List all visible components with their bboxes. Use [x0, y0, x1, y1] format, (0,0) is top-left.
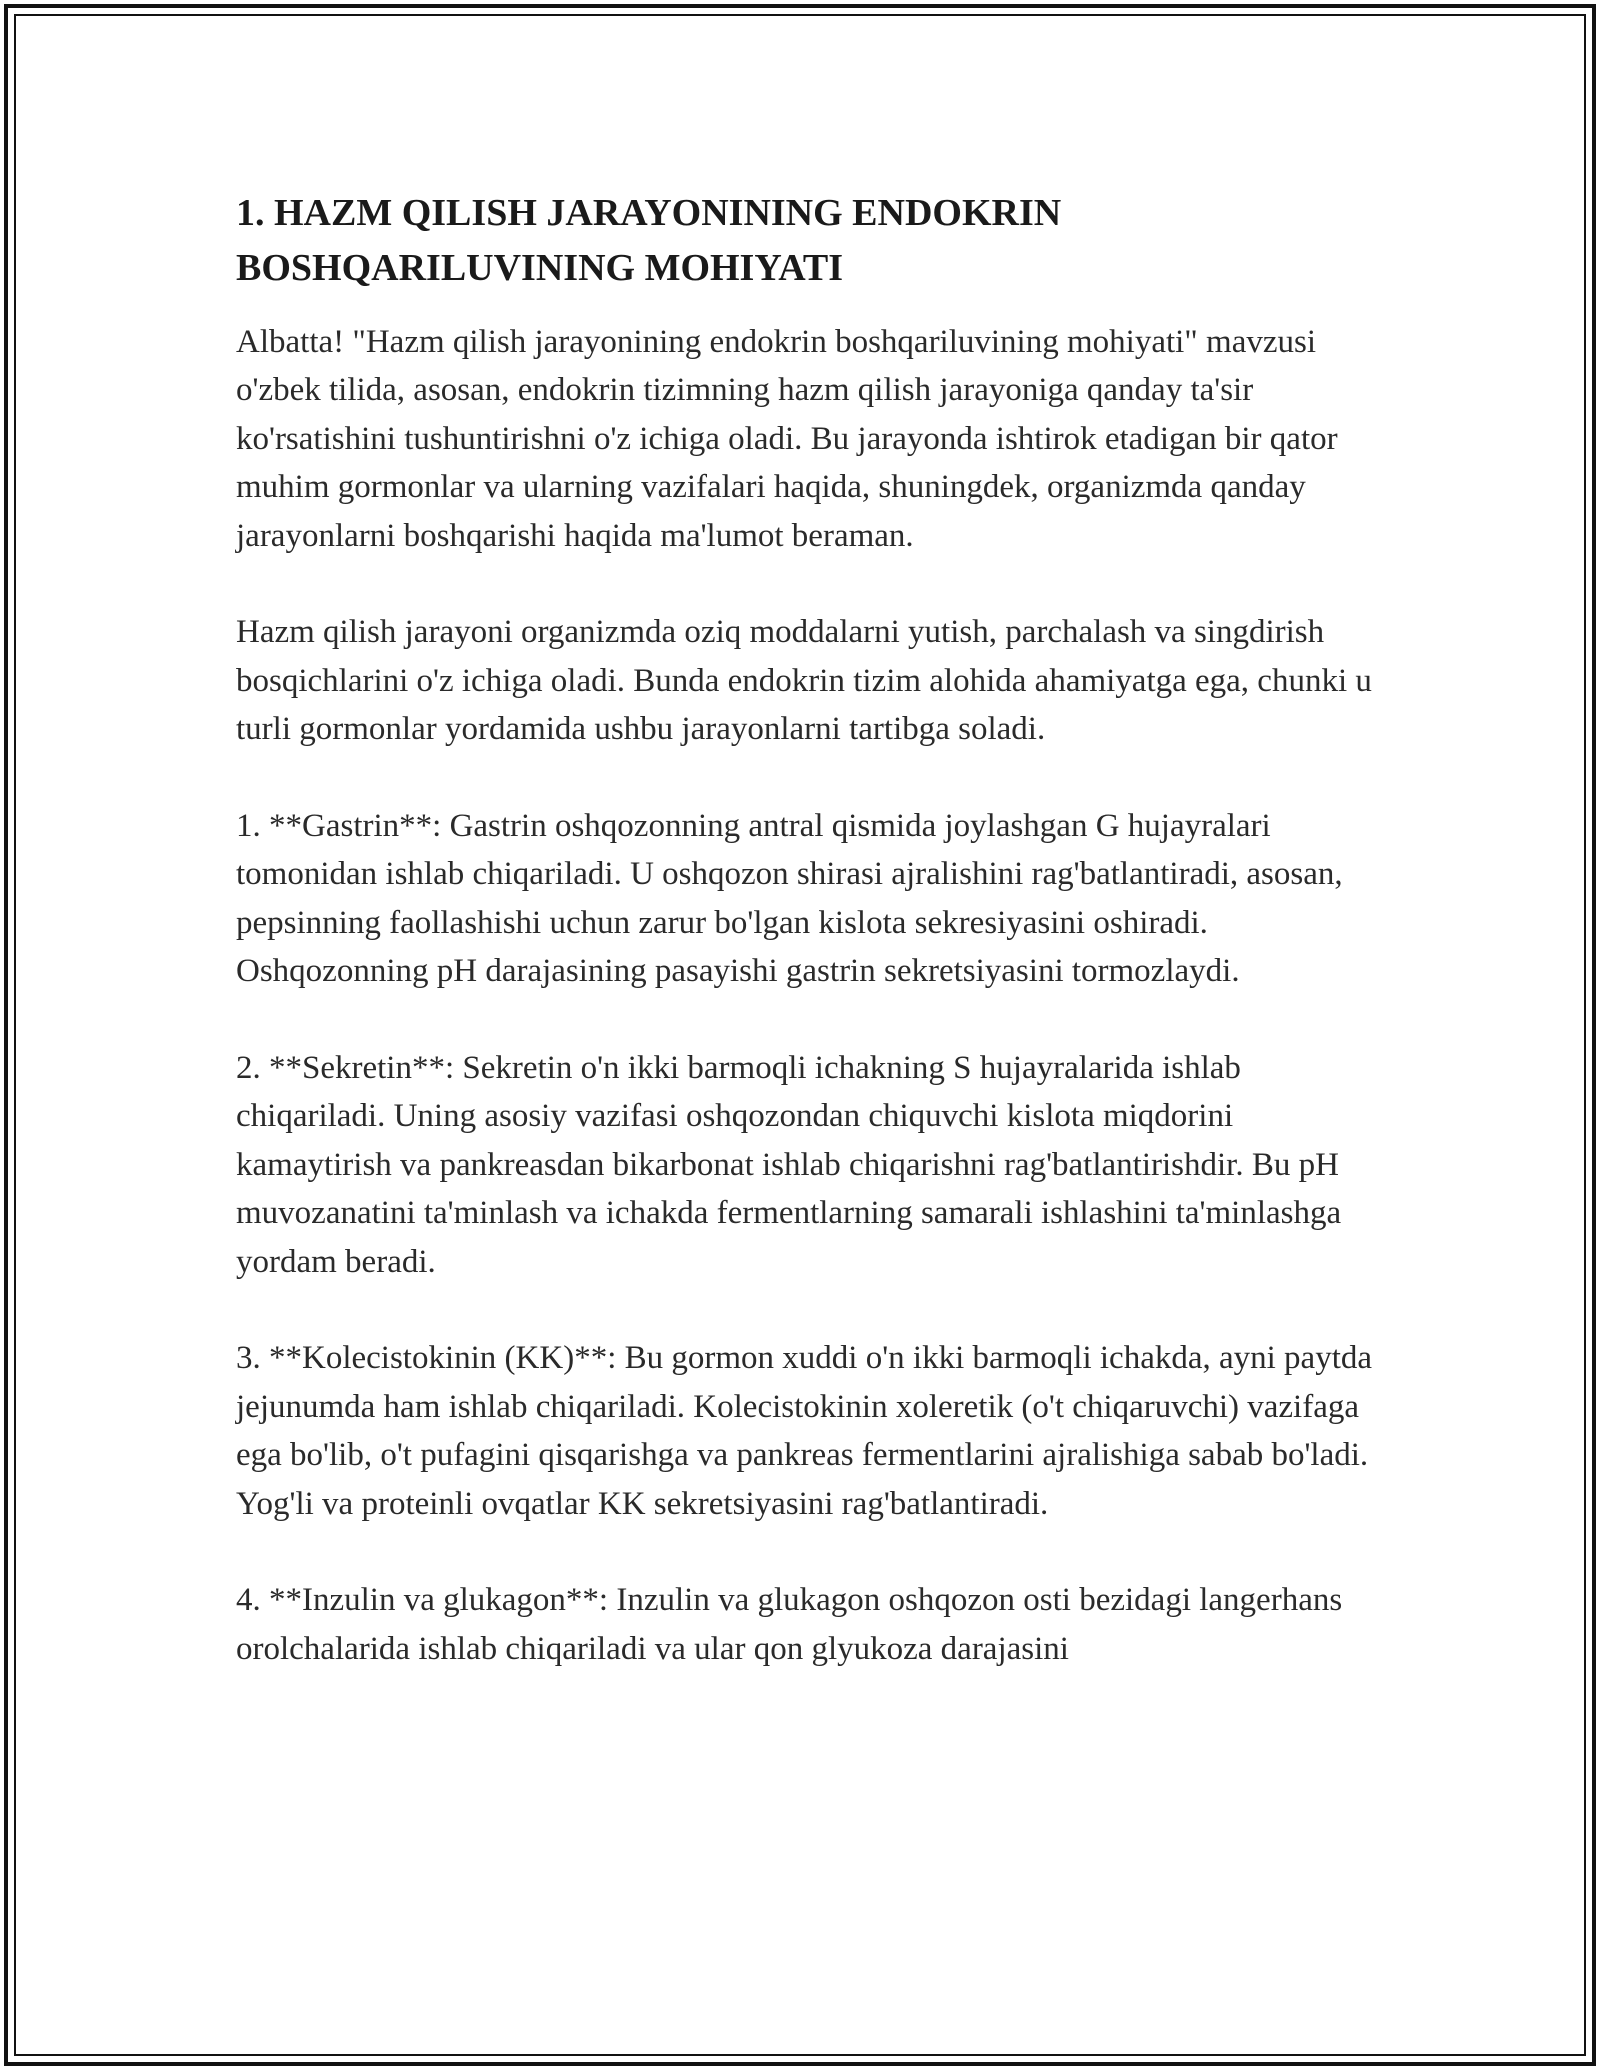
- paragraph-kolecistokinin: 3. **Kolecistokinin (KK)**: Bu gormon xuddi o'n ikki barmoqli ichakda, ayni paytda jejunumda ham ishlab chiqariladi. Kolecistokinin xoleretik (o't chiqaruvchi) vazifaga ega bo'lib, o't pufagini qisqarishga va pankreas fermentlarini ajralishiga sabab bo'ladi. Yog'li va proteinli ovqatlar KK sekretsiyasini rag'batlantiradi.: [236, 1340, 1373, 1522]
- paragraph-gastrin: 1. **Gastrin**: Gastrin oshqozonning antral qismida joylashgan G hujayralari tomonidan ishlab chiqariladi. U oshqozon shirasi ajralishini rag'batlantiradi, asosan, pepsinning faollashishi uchun zarur bo'lgan kislota sekresiyasini oshiradi. Oshqozonning pH darajasining pasayishi gastrin sekretsiyasini tormozlaydi.: [236, 808, 1343, 990]
- paragraph-overview: Hazm qilish jarayoni organizmda oziq moddalarni yutish, parchalash va singdirish bosqichlarini o'z ichiga oladi. Bunda endokrin tizim alohida ahamiyatga ega, chunki u turli gormonlar yordamida ushbu jarayonlarni tartibga soladi.: [236, 614, 1372, 748]
- document-content: [236, 186, 1386, 1673]
- paragraph-sekretin: 2. **Sekretin**: Sekretin o'n ikki barmoqli ichakning S hujayralarida ishlab chiqariladi. Uning asosiy vazifasi oshqozondan chiquvchi kislota miqdorini kamaytirish va pankreasdan bikarbonat ishlab chiqarishni rag'batlantirishdir. Bu pH muvozanatini ta'minlash va ichakda fermentlarning samarali ishlashini ta'minlashga yordam beradi.: [236, 1050, 1342, 1280]
- paragraph-intro: Albatta! "Hazm qilish jarayonining endokrin boshqariluvining mohiyati" mavzusi o'zbek tilida, asosan, endokrin tizimning hazm qilish jarayoniga qanday ta'sir ko'rsatishini tushuntirishni o'z ichiga oladi. Bu jarayonda ishtirok etadigan bir qator muhim gormonlar va ularning vazifalari haqida, shuningdek, organizmda qanday jarayonlarni boshqarishi haqida ma'lumot beraman.: [236, 324, 1338, 554]
- document-heading: 1. HAZM QILISH JARAYONINING ENDOKRIN BOSHQARILUVINING MOHIYATI: [236, 192, 1062, 289]
- paragraph-inzulin-glukagon: 4. **Inzulin va glukagon**: Inzulin va glukagon oshqozon osti bezidagi langerhans orolchalarida ishlab chiqariladi va ular qon glyukoza darajasini: [236, 1582, 1343, 1667]
